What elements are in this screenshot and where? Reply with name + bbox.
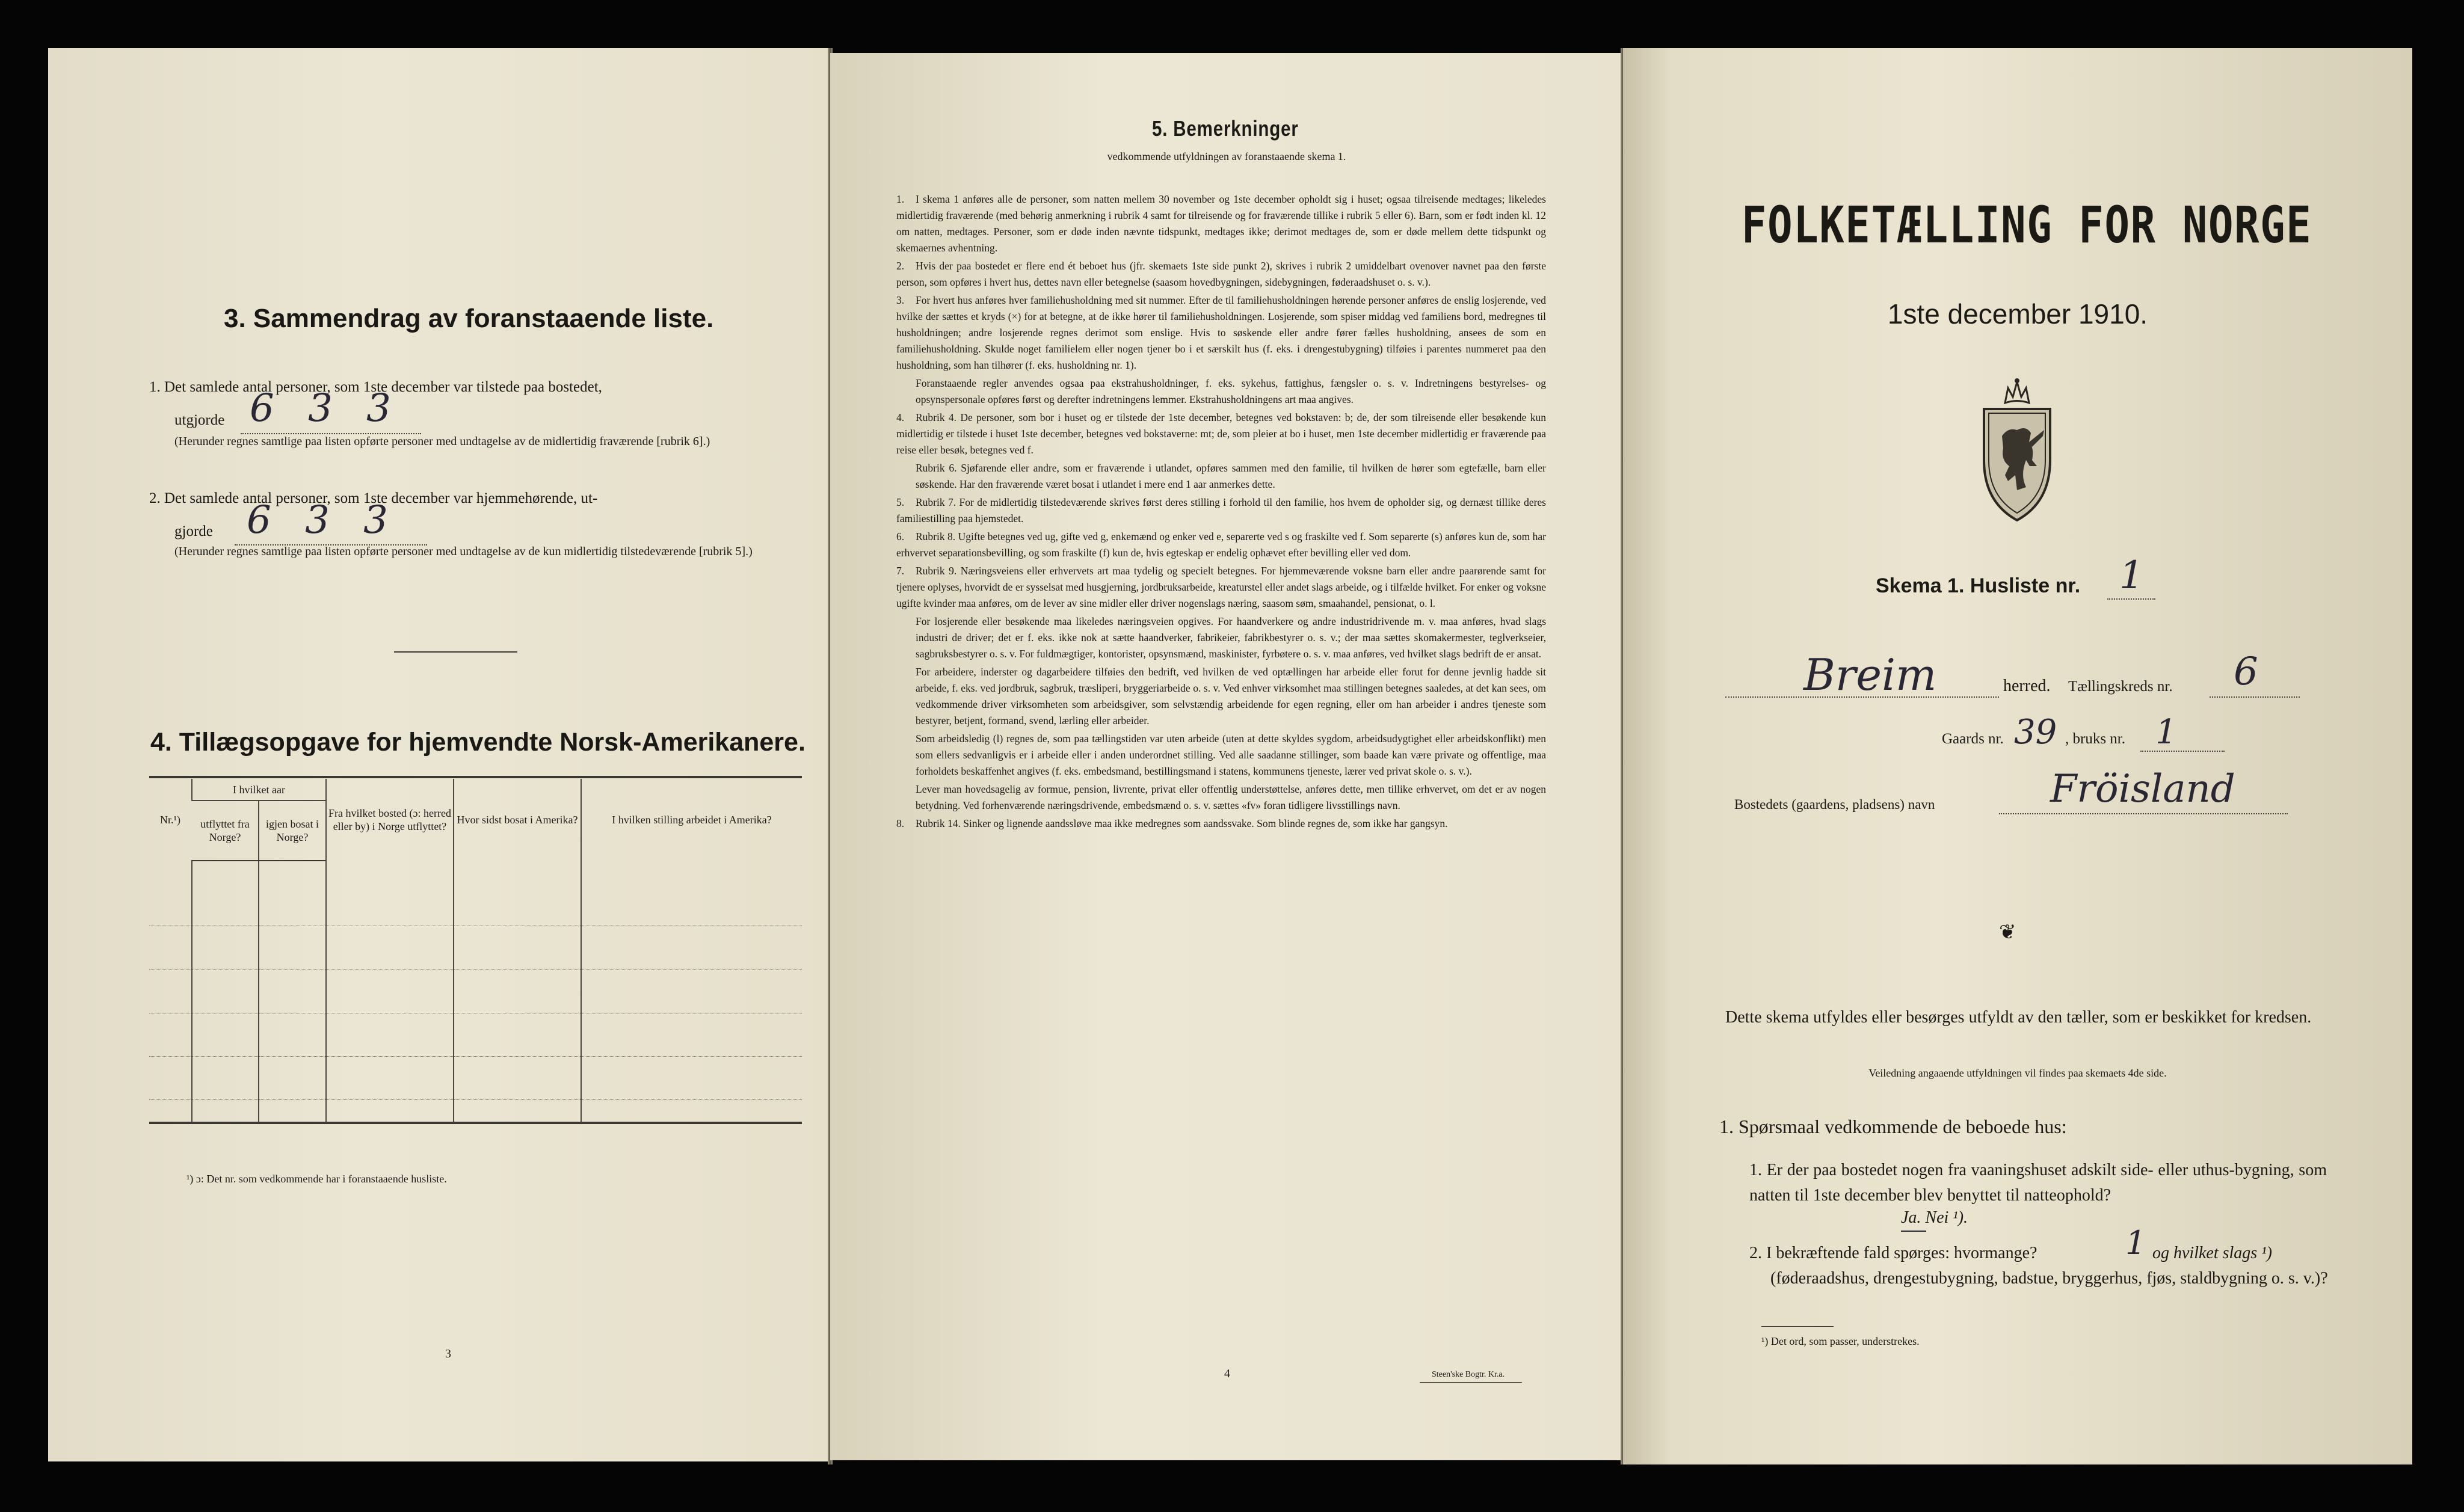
question-2-text: 2. I bekræftende fald spørges: hvormange? (1749, 1244, 2037, 1262)
table-top-rule (149, 776, 802, 778)
table-cell (581, 1013, 802, 1056)
table-cell (326, 1100, 454, 1122)
bruks-label: , bruks nr. (2065, 731, 2125, 747)
remark-number: 8. (896, 817, 905, 829)
remark-number: 6. (896, 530, 905, 542)
remark-paragraph (896, 664, 1546, 729)
table-cell (192, 1100, 259, 1122)
summary-item-2-prefix: gjorde (174, 523, 213, 539)
census-date: 1ste december 1910. (1887, 298, 2148, 330)
table-cell (581, 1100, 802, 1122)
remark-paragraph (896, 563, 1546, 612)
gaards-label: Gaards nr. (1942, 731, 2004, 747)
table-cell (192, 861, 259, 926)
norsk-amerikanere-table (149, 779, 802, 1122)
right-page (1623, 48, 2412, 1464)
footnote: ¹) Det ord, som passer, understrekes. (1761, 1335, 1920, 1347)
divider (1420, 1382, 1522, 1383)
remark-paragraph (896, 258, 1546, 290)
remark-number: 7. (896, 565, 905, 577)
remark-paragraph (896, 292, 1546, 373)
col-group-year: I hvilket aar (192, 779, 326, 801)
section-4-title: 4. Tillægsopgave for hjemvendte Norsk-Amerikanere. (150, 728, 805, 757)
question-2-kind: og hvilket slags ¹) (2152, 1244, 2272, 1262)
intro-note: Veiledning angaaende utfyldningen vil findes paa skemaets 4de side. (1868, 1067, 2167, 1079)
table-cell (326, 1056, 454, 1099)
remark-text: Foranstaaende regler anvendes ogsaa paa ekstrahusholdninger, f. eks. sykehus, fattighus, fængsler o. s. v. Indretningens bestyrelses- og opsynspersonale opføres først og derefter indretningens lemmer. Ekstrahusholdningens art maa angives. (916, 377, 1546, 405)
remark-paragraph (896, 731, 1546, 779)
answer-line (2107, 598, 2155, 600)
answer-line (2210, 696, 2300, 698)
page-number: 3 (445, 1347, 451, 1360)
kreds-value: 6 (2234, 650, 2258, 694)
col-fra-bosted: Fra hvilket bosted (ɔ: herred eller by) i Norge utflyttet? (326, 779, 454, 861)
herred-label: herred. (2003, 677, 2051, 695)
gaards-value: 39 (2014, 713, 2057, 752)
question-2-examples: (føderaadshus, drengestubygning, badstue, bryggerhus, fjøs, staldbygning o. s. v.)? (1770, 1269, 2328, 1288)
table-cell (149, 970, 192, 1013)
table-cell (454, 1013, 581, 1056)
remarks-subtitle: vedkommende utfyldningen av foranstaaende skema 1. (1107, 150, 1346, 162)
col-nr: Nr.¹) (160, 814, 180, 826)
remark-number: 1. (896, 193, 905, 205)
page-number: 4 (1224, 1367, 1230, 1380)
remark-number: 5. (896, 496, 905, 508)
remark-text: For arbeidere, inderster og dagarbeidere tilføies den bedrift, ved hvilken de ved optællingen har arbeide eller forut for denne jevnlig hadde sit arbeide, f. eks. ved jordbruk, sagbruk, træsliperi, bryggeriarbeide o. s. v. Ved enhver virksomhet maa stillingen betegnes saaledes, at det kan sees, om vedkommende driver virksomheten som arbeidsgiver, som selvstændig arbeidende for egen regning, eller om han arbeider i andres tjeneste som bestyrer, betjent, formand, svend, lærling eller arbeider. (916, 666, 1546, 727)
schema-label: Skema 1. Husliste nr. (1876, 574, 2081, 597)
herred-value: Breim (1803, 650, 1937, 700)
remarks-body (896, 191, 1546, 834)
husliste-number: 1 (2119, 553, 2144, 598)
kreds-label: Tællingskreds nr. (2068, 678, 2173, 695)
remark-text: Rubrik 9. Næringsveiens eller erhvervets art maa tydelig og specielt betegnes. For hjemmeværende voksne barn eller andre paarørende samt for tjenere oplyses, hvorvidt de er sysselsat med husgjerning, jordbruksarbeide, kreaturstel eller andet slags arbeide, og i tilfælde hvilket. For enker og voksne ugifte kvinder maa anføres, om de lever av sine midler eller driver nogenslags næring, saasom søm, smaahandel, pensionat, o. l. (896, 565, 1546, 609)
remark-paragraph (896, 191, 1546, 256)
table-cell (259, 861, 326, 926)
summary-item-1-text: 1. Det samlede antal personer, som 1ste december var tilstede paa bostedet, (149, 379, 602, 395)
table-cell (326, 1013, 454, 1056)
table-cell (581, 970, 802, 1013)
table-cell (454, 970, 581, 1013)
table-cell (192, 1056, 259, 1099)
divider (394, 651, 517, 653)
printer-mark: Steen'ske Bogtr. Kr.a. (1432, 1370, 1505, 1379)
answer-line (1999, 813, 2288, 814)
table-cell (326, 861, 454, 926)
bosted-label: Bostedets (gaardens, pladsens) navn (1734, 797, 1935, 812)
remark-text: Rubrik 6. Sjøfarende eller andre, som er fraværende i utlandet, opføres sammen med den familie, til hvilken de hører som egtefælle, barn eller søskende. Har den fraværende været bosat i utlandet i mere end 1 aar anmerkes dette. (916, 462, 1546, 490)
remark-paragraph (896, 529, 1546, 561)
remark-number: 3. (896, 294, 905, 306)
col-igjen-bosat: igjen bosat i Norge? (259, 801, 326, 861)
table-cell (259, 926, 326, 970)
summary-item-1-value: 6 3 3 (250, 386, 402, 431)
norway-coat-of-arms-icon (1972, 376, 2062, 526)
table-cell (581, 861, 802, 926)
table-cell (259, 1056, 326, 1099)
col-hvor-bosat: Hvor sidst bosat i Amerika? (454, 779, 581, 861)
table-cell (454, 861, 581, 926)
middle-page (830, 53, 1623, 1460)
bosted-value: Fröisland (2050, 767, 2235, 811)
table-cell (259, 1100, 326, 1122)
table-cell (149, 1056, 192, 1099)
table-cell (192, 926, 259, 970)
table-cell (149, 861, 192, 926)
remark-text: Rubrik 7. For de midlertidig tilstedeværende skrives først deres stilling i forhold til den familie, hos hvem de opholder sig, og dernæst tillike deres familiestilling paa hjemstedet. (896, 496, 1546, 524)
intro-text: Dette skema utfyldes eller besørges utfyldt av den tæller, som er beskikket for kredsen. (1725, 1008, 2312, 1027)
remark-paragraph (896, 460, 1546, 493)
table-cell (259, 1013, 326, 1056)
table-cell (326, 970, 454, 1013)
summary-item-2-value: 6 3 3 (247, 498, 399, 542)
remark-number: 2. (896, 260, 905, 272)
col-stilling: I hvilken stilling arbeidet i Amerika? (581, 779, 802, 861)
table-cell (149, 1100, 192, 1122)
answer-underline (1901, 1231, 1926, 1232)
question-1-answer: Ja. Nei ¹). (1901, 1208, 1968, 1227)
table-cell (149, 926, 192, 970)
remark-text: Rubrik 8. Ugifte betegnes ved ug, gifte ved g, enkemænd og enker ved e, separerte ved s og fraskilte ved f. Som separerte (s) anføres kun de, som har erhvervet separationsbevilling, og som fraskilte (f) kun de, hvis egteskap er endelig ophævet efter bevilling eller ved dom. (896, 530, 1546, 559)
table-cell (454, 1056, 581, 1099)
col-utflyttet: utflyttet fra Norge? (192, 801, 259, 861)
summary-item-2-note: (Herunder regnes samtlige paa listen opførte personer med undtagelse av de kun midlertidig tilstedeværende [rubrik 5].) (174, 545, 753, 558)
remark-paragraph (896, 494, 1546, 527)
answer-line (2140, 751, 2225, 752)
table-cell (259, 970, 326, 1013)
table-cell (326, 926, 454, 970)
remark-text: Som arbeidsledig (l) regnes de, som paa tællingstiden var uten arbeide (uten at dette skyldes sygdom, arbeidsudygtighet eller arbeidskonflikt) men som ellers sedvanligvis er i arbeide eller i anden underordnet stilling. Ved alle saadanne stillinger, som baade kan være private og offentlige, maa forholdets beskaffenhet angives (f. eks. embedsmand, bestillingsmand i statens, kommunens tjeneste, lærer ved privat skole o. s. v.). (916, 733, 1546, 777)
remark-paragraph (896, 410, 1546, 458)
census-title: FOLKETÆLLING FOR NORGE (1742, 195, 2312, 254)
remark-text: Rubrik 14. Sinker og lignende aandssløve maa ikke medregnes som aandssvake. Som blinde regnes de, som ikke har gangsyn. (916, 817, 1448, 829)
remark-paragraph (896, 613, 1546, 662)
summary-item-1-prefix: utgjorde (174, 412, 225, 428)
section-3-title: 3. Sammendrag av foranstaaende liste. (224, 304, 714, 333)
remark-text: Lever man hovedsagelig av formue, pension, livrente, privat eller offentlig understøttelse, anføres dette, men tillike erhvervet, om det er av nogen betydning. Ved forhenværende næringsdrivende, embedsmænd o. s. v. sættes «fv» foran tidligere livsstillings navn. (916, 783, 1546, 811)
remark-paragraph (896, 781, 1546, 814)
bruks-value: 1 (2155, 713, 2177, 752)
summary-item-2-text: 2. Det samlede antal personer, som 1ste december var hjemmehørende, ut- (149, 490, 598, 506)
remark-paragraph (896, 816, 1546, 832)
ornament-icon: ❦ (1999, 921, 2016, 944)
table-bottom-rule (149, 1122, 802, 1124)
table-cell (192, 970, 259, 1013)
questions-heading: 1. Spørsmaal vedkommende de beboede hus: (1719, 1116, 2067, 1137)
remark-number: 4. (896, 411, 905, 423)
left-page (48, 48, 830, 1461)
table-cell (581, 926, 802, 970)
table-cell (581, 1056, 802, 1099)
question-2-count: 1 (2125, 1224, 2146, 1262)
remarks-title: 5. Bemerkninger (1152, 116, 1299, 141)
remark-text: I skema 1 anføres alle de personer, som natten mellem 30 november og 1ste december opholdt sig i huset; ogsaa tilreisende medtages; likeledes midlertidig fraværende (med behørig anmerkning i rubrik 4 samt for tilreisende og for fraværende tillike i rubrik 5 eller 6). Barn, som er født inden kl. 12 om natten, medtages. Personer, som er døde inden nævnte tidspunkt, medtages ikke; derimot medtages de, som er døde mellem dette tidspunkt og skemaernes avhentning. (896, 193, 1546, 254)
table-cell (149, 1013, 192, 1056)
table-footnote: ¹) ɔ: Det nr. som vedkommende har i foranstaaende husliste. (186, 1173, 447, 1185)
answer-line (1725, 696, 1999, 698)
remark-text: For losjerende eller besøkende maa likeledes næringsveien opgives. For haandverkere og andre industridrivende m. v. maa anføres, hvad slags industri de driver; det er f. eks. ikke nok at sætte haandverker, fabrikeier, fabrikbestyrer o. s. v.; der maa sættes skomakermester, teglverkseier, sagbruksbestyrer o. s. v. For fuldmægtiger, kontorister, opsynsmænd, maskinister, fyrbøtere o. s. v. maa anføres, ved hvilket slags bedrift de er ansat. (916, 615, 1546, 660)
table-cell (454, 1100, 581, 1122)
summary-item-1-note: (Herunder regnes samtlige paa listen opførte personer med undtagelse av de midlertidig fraværende [rubrik 6].) (174, 435, 710, 448)
remark-paragraph (896, 375, 1546, 408)
question-1: 1. Er der paa bostedet nogen fra vaaningshuset adskilt side- eller uthus-bygning, som natten til 1ste december blev benyttet til natteophold? (1749, 1161, 2327, 1205)
remark-text: For hvert hus anføres hver familiehusholdning med sit nummer. Efter de til familiehusholdningen hørende personer anføres de enslig losjerende, ved hvilke der sættes et kryds (×) for at betegne, at de ikke hører til familiehusholdningen. Losjerende, som spiser middag ved familiens bord, medregnes til husholdningen; andre losjerende regnes derimot som enslige. Hvis to søskende eller andre fører fælles husholdning, ansees de som en familiehusholdning. Skulde noget familielem eller nogen tjener bo i et særskilt hus (f. eks. i drengestubygning) tilføies i parentes nummeret paa den husholdning, som han tilhører (f. eks. husholdning nr. 1). (896, 294, 1546, 371)
table-cell (192, 1013, 259, 1056)
remark-text: Hvis der paa bostedet er flere end ét beboet hus (jfr. skemaets 1ste side punkt 2), skrives i rubrik 2 umiddelbart ovenover navnet paa den første person, som opføres i hvert hus, dettes navn eller betegnelse (saasom hovedbygningen, sidebygningen, føderaadshuset o. s. v.). (896, 260, 1546, 288)
table-cell (454, 926, 581, 970)
remark-text: Rubrik 4. De personer, som bor i huset og er tilstede der 1ste december, betegnes ved bokstaven: b; de, der som tilreisende eller besøkende kun midlertidig er tilstede i huset 1ste december, betegnes ved bokstaverne: mt; de, som pleier at bo i huset, men 1ste december midlertidig er fraværende paa reise eller besøk, betegnes ved f. (896, 411, 1546, 456)
divider (1761, 1326, 1834, 1327)
